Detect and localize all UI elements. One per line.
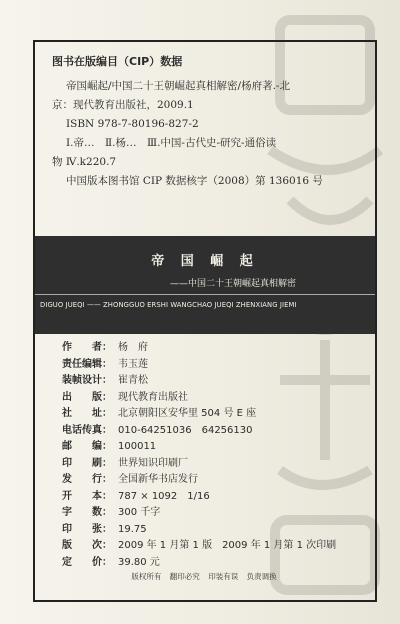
info-label: 装帧设计： bbox=[62, 375, 112, 386]
publication-info bbox=[62, 340, 336, 571]
info-row bbox=[62, 406, 336, 423]
info-row bbox=[62, 489, 336, 506]
info-label: 定 价： bbox=[62, 556, 112, 568]
info-value: 39.80 元 bbox=[118, 556, 160, 568]
info-value: 010-64251036 64256130 bbox=[118, 424, 253, 436]
info-label: 出 版： bbox=[62, 391, 112, 403]
info-value: 19.75 bbox=[118, 523, 147, 535]
cip-line: 京：现代教育出版社，2009.1 bbox=[52, 99, 194, 111]
info-label: 印 张： bbox=[62, 523, 112, 535]
info-row bbox=[62, 538, 336, 555]
info-value: 崔青松 bbox=[118, 375, 148, 386]
info-label: 发 行： bbox=[62, 474, 112, 485]
info-label: 电话传真： bbox=[62, 424, 112, 436]
info-row bbox=[62, 340, 336, 357]
cip-line: Ⅰ.帝… Ⅱ.杨… Ⅲ.中国-古代史-研究-通俗读 bbox=[66, 137, 277, 149]
info-row bbox=[62, 456, 336, 473]
info-row bbox=[62, 390, 336, 407]
book-subtitle: ——中国二十王朝崛起真相解密 bbox=[170, 279, 297, 289]
cip-line: 物 Ⅳ.k220.7 bbox=[52, 156, 117, 168]
info-label: 邮 编： bbox=[62, 441, 112, 452]
band-divider bbox=[35, 294, 375, 295]
info-value: 100011 bbox=[118, 441, 157, 452]
info-label: 版 次： bbox=[62, 540, 112, 551]
info-label: 字 数： bbox=[62, 507, 112, 518]
info-row bbox=[62, 357, 336, 374]
info-value: 现代教育出版社 bbox=[118, 391, 188, 403]
book-title-pinyin: DIGUO JUEQI —— ZHONGGUO ERSHI WANGCHAO JUEQI ZHENXIANG JIEMI bbox=[40, 301, 297, 309]
info-row bbox=[62, 522, 336, 539]
copyright-footer: 版权所有 翻印必究 印装有误 负责调换 bbox=[131, 572, 277, 581]
info-row bbox=[62, 423, 336, 440]
info-value: 787 × 1092 1/16 bbox=[118, 490, 210, 502]
book-title: 帝 国 崛 起 bbox=[151, 254, 259, 269]
cip-heading: 图书在版编目（CIP）数据 bbox=[52, 55, 183, 68]
info-value: 杨 府 bbox=[118, 342, 148, 353]
cip-block bbox=[52, 52, 372, 191]
info-label: 开 本： bbox=[62, 490, 112, 502]
info-row bbox=[62, 472, 336, 489]
info-value: 韦玉莲 bbox=[118, 358, 148, 370]
info-label: 印 刷： bbox=[62, 457, 112, 469]
info-value: 世界知识印刷厂 bbox=[118, 457, 188, 469]
info-row bbox=[62, 439, 336, 456]
cip-isbn: ISBN 978-7-80196-827-2 bbox=[66, 118, 199, 130]
info-row bbox=[62, 505, 336, 522]
cip-record-number: 中国版本图书馆 CIP 数据核字（2008）第 136016 号 bbox=[66, 175, 323, 187]
info-value: 2009 年 1 月第 1 版 2009 年 1 月第 1 次印刷 bbox=[118, 540, 337, 551]
info-row bbox=[62, 373, 336, 390]
info-label: 作 者： bbox=[62, 342, 112, 353]
info-row bbox=[62, 555, 336, 572]
info-label: 责任编辑： bbox=[62, 358, 112, 370]
info-value: 北京朝阳区安华里 504 号 E 座 bbox=[118, 408, 257, 419]
cip-line: 帝国崛起/中国二十王朝崛起真相解密/杨府著.-北 bbox=[66, 80, 290, 92]
info-value: 300 千字 bbox=[118, 507, 161, 518]
title-band bbox=[35, 236, 375, 334]
info-value: 全国新华书店发行 bbox=[118, 474, 198, 485]
info-label: 社 址： bbox=[62, 408, 112, 419]
